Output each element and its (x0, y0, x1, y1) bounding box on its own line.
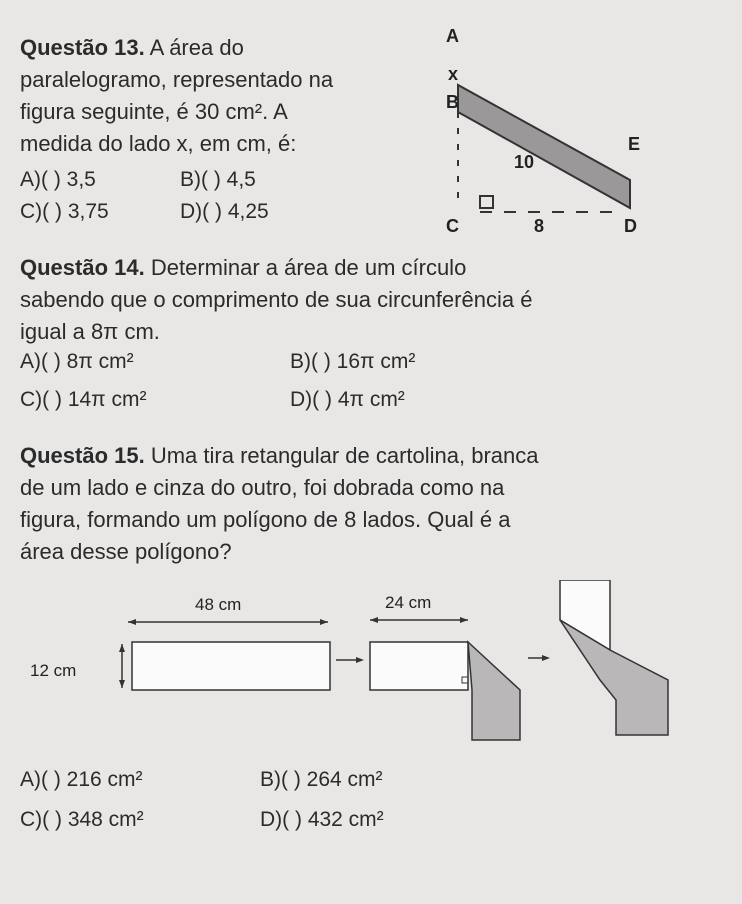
q13-option-b[interactable]: B)( ) 4,5 (180, 168, 256, 191)
parallelogram-shape (458, 85, 630, 208)
question-14 (20, 252, 730, 348)
label-10: 10 (514, 152, 535, 172)
arrowhead (320, 619, 328, 625)
question-15-line: figura, formando um polígono de 8 lados. Qual é a (20, 507, 511, 532)
label-24cm: 24 cm (385, 593, 432, 612)
q14-option-c[interactable]: C)( ) 14π cm² (20, 388, 147, 411)
arrowhead (128, 619, 136, 625)
label-d: D (624, 216, 637, 236)
question-15 (20, 440, 730, 568)
question-15-title: Questão 15. (20, 443, 145, 468)
arrowhead (542, 655, 550, 661)
q14-option-d[interactable]: D)( ) 4π cm² (290, 388, 405, 411)
label-12cm: 12 cm (30, 661, 77, 680)
q15-option-a[interactable]: A)( ) 216 cm² (20, 768, 143, 791)
q15-option-d[interactable]: D)( ) 432 cm² (260, 808, 384, 831)
q13-option-a[interactable]: A)( ) 3,5 (20, 168, 96, 191)
label-48cm: 48 cm (195, 595, 242, 614)
question-14-line: Determinar a área de um círculo (150, 255, 467, 280)
question-13-line: figura seguinte, é 30 cm². A (20, 99, 288, 124)
q13-option-d[interactable]: D)( ) 4,25 (180, 200, 269, 223)
arrowhead (119, 644, 125, 652)
q14-option-b[interactable]: B)( ) 16π cm² (290, 350, 416, 373)
arrowhead (460, 617, 468, 623)
arrowhead (370, 617, 378, 623)
parallelogram-figure (410, 20, 660, 250)
question-13 (20, 32, 410, 160)
q15-option-b[interactable]: B)( ) 264 cm² (260, 768, 383, 791)
question-14-title: Questão 14. (20, 255, 145, 280)
gray-part (468, 642, 520, 740)
question-13-line: A área do (149, 35, 244, 60)
label-b: B (446, 92, 459, 112)
q15-option-c[interactable]: C)( ) 348 cm² (20, 808, 144, 831)
question-15-line: área desse polígono? (20, 539, 232, 564)
white-part (370, 642, 468, 690)
label-c: C (446, 216, 459, 236)
question-13-line: paralelogramo, representado na (20, 67, 334, 92)
question-13-line: medida do lado x, em cm, é: (20, 131, 297, 156)
question-15-line: Uma tira retangular de cartolina, branca (150, 443, 539, 468)
label-e: E (628, 134, 641, 154)
strip-rectangle (132, 642, 330, 690)
arrowhead (356, 657, 364, 663)
q14-option-a[interactable]: A)( ) 8π cm² (20, 350, 134, 373)
arrowhead (119, 680, 125, 688)
question-13-title: Questão 13. (20, 35, 145, 60)
question-14-line: igual a 8π cm. (20, 319, 160, 344)
label-a: A (446, 26, 459, 46)
q13-option-c[interactable]: C)( ) 3,75 (20, 200, 109, 223)
question-14-line: sabendo que o comprimento de sua circunferência é (20, 287, 533, 312)
label-8: 8 (534, 216, 545, 236)
question-15-line: de um lado e cinza do outro, foi dobrada como na (20, 475, 505, 500)
right-angle-mark (480, 196, 493, 208)
gray-part (560, 620, 668, 735)
folded-strip-figure (20, 580, 720, 750)
label-x: x (448, 64, 459, 84)
